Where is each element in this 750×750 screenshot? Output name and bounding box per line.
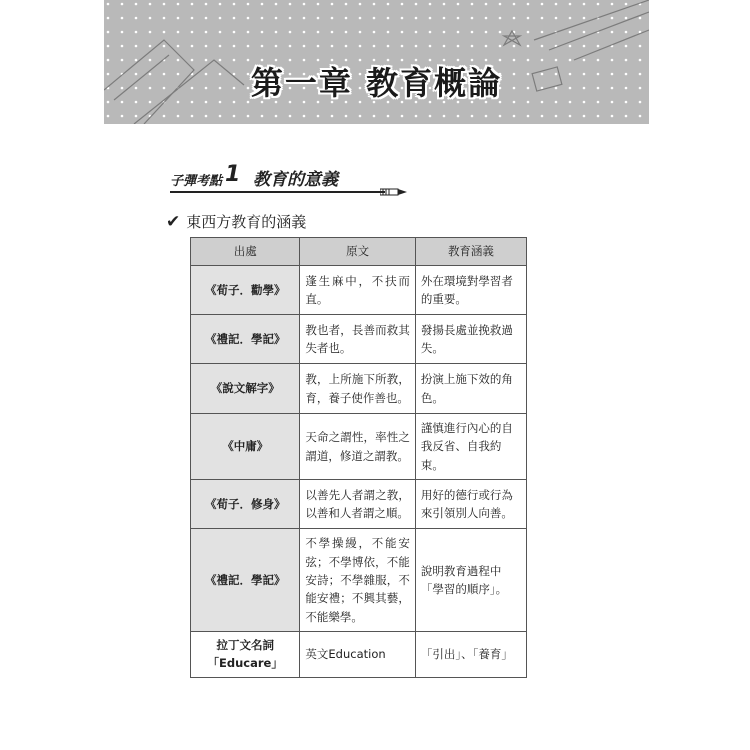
cell-source: 《荀子．修身》 [191, 480, 300, 529]
cell-meaning: 用好的德行或行為來引領別人向善。 [415, 480, 526, 529]
section-underline [170, 191, 385, 193]
cell-text: 不學操縵，不能安弦；不學博依，不能安詩；不學雜服，不能安禮；不興其藝，不能樂學。 [300, 529, 415, 632]
cell-source: 《中庸》 [191, 414, 300, 480]
table-row [191, 266, 527, 315]
table-header-row [191, 238, 527, 266]
cell-meaning: 謹慎進行內心的自我反省、自我約束。 [415, 414, 526, 480]
cell-source [191, 632, 300, 678]
table-row [191, 480, 527, 529]
cell-source: 《禮記．學記》 [191, 315, 300, 364]
table-row [191, 364, 527, 414]
cell-text: 天命之謂性，率性之謂道，修道之謂教。 [300, 414, 415, 480]
cell-text: 以善先人者謂之教，以善和人者謂之順。 [300, 480, 415, 529]
cell-meaning: 說明教育過程中「學習的順序」。 [415, 529, 526, 632]
education-meaning-table [190, 237, 527, 678]
chapter-banner [104, 0, 649, 124]
chapter-title: 第一章 教育概論 [250, 64, 503, 102]
cell-source: 《禮記．學記》 [191, 529, 300, 632]
cell-text: 英文Education [300, 632, 415, 678]
section-title: 教育的意義 [253, 170, 338, 190]
cell-meaning: 「引出」、「養育」 [415, 632, 526, 678]
cell-meaning: 扮演上施下效的角色。 [415, 364, 526, 414]
subheading-text: 東西方教育的涵義 [186, 213, 307, 231]
cell-source-line1: 拉丁文名詞 [216, 638, 274, 653]
checkmark-icon: ✔ [166, 212, 181, 232]
cell-source: 《荀子．勸學》 [191, 266, 300, 315]
cell-meaning: 外在環境對學習者的重要。 [415, 266, 526, 315]
subheading [166, 211, 306, 232]
table-row [191, 414, 527, 480]
cell-source-line2: 「Educare」 [207, 655, 283, 670]
cell-text: 教，上所施下所教，育，養子使作善也。 [300, 364, 415, 414]
bullet-icon [380, 187, 410, 197]
table-row [191, 529, 527, 632]
section-number: 1 [225, 162, 241, 187]
section-label: 子彈考點 [170, 174, 223, 189]
cell-source: 《說文解字》 [191, 364, 300, 414]
table-row [191, 315, 527, 364]
cell-text: 蓬生麻中，不扶而直。 [300, 266, 415, 315]
header-source: 出處 [191, 238, 300, 266]
header-meaning: 教育涵義 [415, 238, 526, 266]
cell-meaning: 發揚長處並挽救過失。 [415, 315, 526, 364]
header-text: 原文 [300, 238, 415, 266]
cell-text: 教也者，長善而救其失者也。 [300, 315, 415, 364]
table-row [191, 632, 527, 678]
